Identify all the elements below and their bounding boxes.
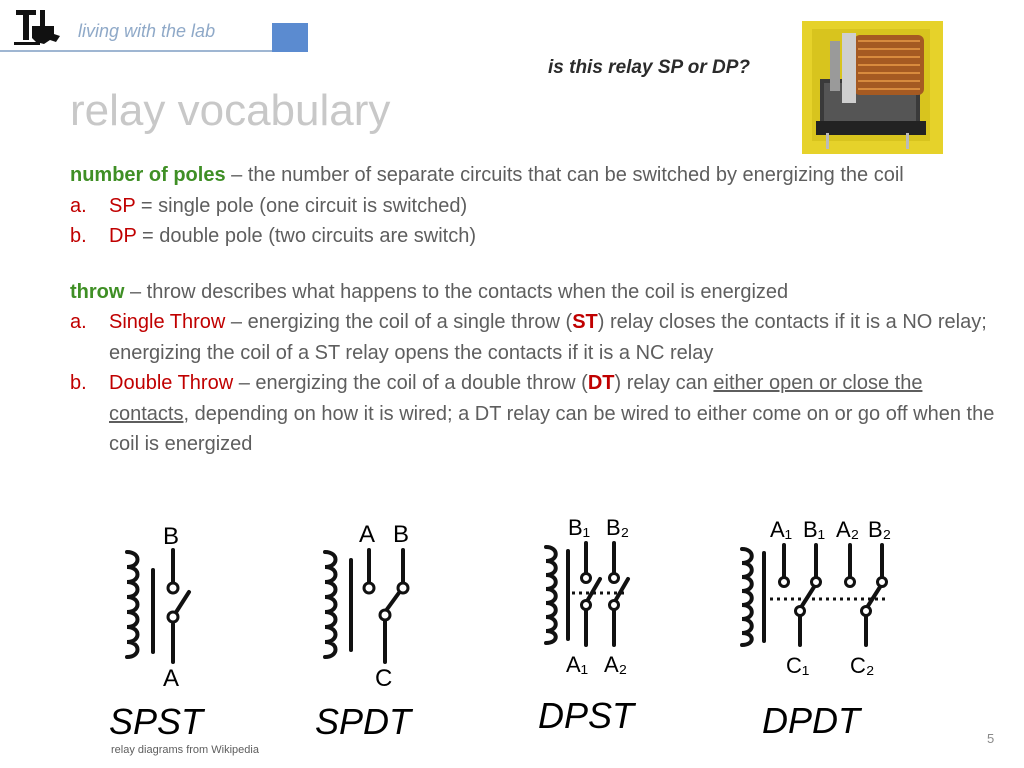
- relay-photo: [802, 21, 943, 154]
- label-a2: A₂: [604, 652, 628, 677]
- list-item: a. SP = single pole (one circuit is switched): [70, 194, 468, 217]
- poles-term: number of poles: [70, 164, 226, 186]
- sp-term: SP: [109, 194, 136, 217]
- single-throw-term: Single Throw: [109, 311, 226, 333]
- footnote: relay diagrams from Wikipedia: [111, 744, 259, 756]
- label-b1: B₁: [803, 517, 826, 542]
- label-a: A: [163, 665, 180, 692]
- brand-accent-box: [272, 23, 308, 52]
- slide-body: [70, 160, 1000, 460]
- label-c2: C₂: [850, 653, 875, 678]
- double-throw-term: Double Throw: [109, 372, 234, 394]
- label-a1: A₁: [566, 652, 589, 677]
- spst-diagram: [105, 512, 215, 747]
- spdt-label: SPDT: [315, 701, 412, 742]
- label-c1: C₁: [786, 653, 810, 678]
- university-logo-icon: [14, 8, 62, 48]
- throw-definition: throw – throw describes what happens to the contacts when the coil is energized: [70, 280, 789, 303]
- dpst-diagram: [530, 505, 650, 740]
- label-a1: A₁: [770, 517, 793, 542]
- dp-term: DP: [109, 225, 137, 247]
- list-item: b. Double Throw – energizing the coil of a double throw (DT) relay can either open or close the contacts, depending on how it is wired; a DT relay can be wired to either come on or go off when the coil is energized: [70, 372, 995, 455]
- label-b1: B₁: [568, 515, 591, 540]
- label-b: B: [393, 521, 410, 548]
- list-item: a. Single Throw – energizing the coil of a single throw (ST) relay closes the contacts if it is a NO relay; energizing the coil of a ST relay opens the contacts if it is a NC relay: [70, 311, 987, 364]
- slide-title: relay vocabulary: [70, 86, 391, 135]
- page-number: 5: [987, 731, 995, 746]
- relay-question: is this relay SP or DP?: [548, 57, 751, 78]
- label-a2: A₂: [836, 517, 860, 542]
- dpst-label: DPST: [538, 695, 635, 736]
- spst-label: SPST: [109, 701, 204, 742]
- throw-term: throw: [70, 280, 125, 303]
- dpdt-label: DPDT: [762, 700, 860, 740]
- label-b2: B₂: [868, 517, 892, 542]
- poles-definition: number of poles – the number of separate circuits that can be switched by energizing the coil: [70, 164, 904, 186]
- brand-text: living with the lab: [78, 21, 216, 41]
- label-a: A: [359, 521, 376, 548]
- list-item: b. DP = double pole (two circuits are switch): [70, 225, 477, 247]
- header-divider: [0, 50, 308, 52]
- spdt-diagram: [305, 512, 425, 747]
- label-b: B: [163, 523, 180, 550]
- label-c: C: [375, 665, 393, 692]
- label-b2: B₂: [606, 515, 630, 540]
- dpdt-diagram: [730, 505, 910, 740]
